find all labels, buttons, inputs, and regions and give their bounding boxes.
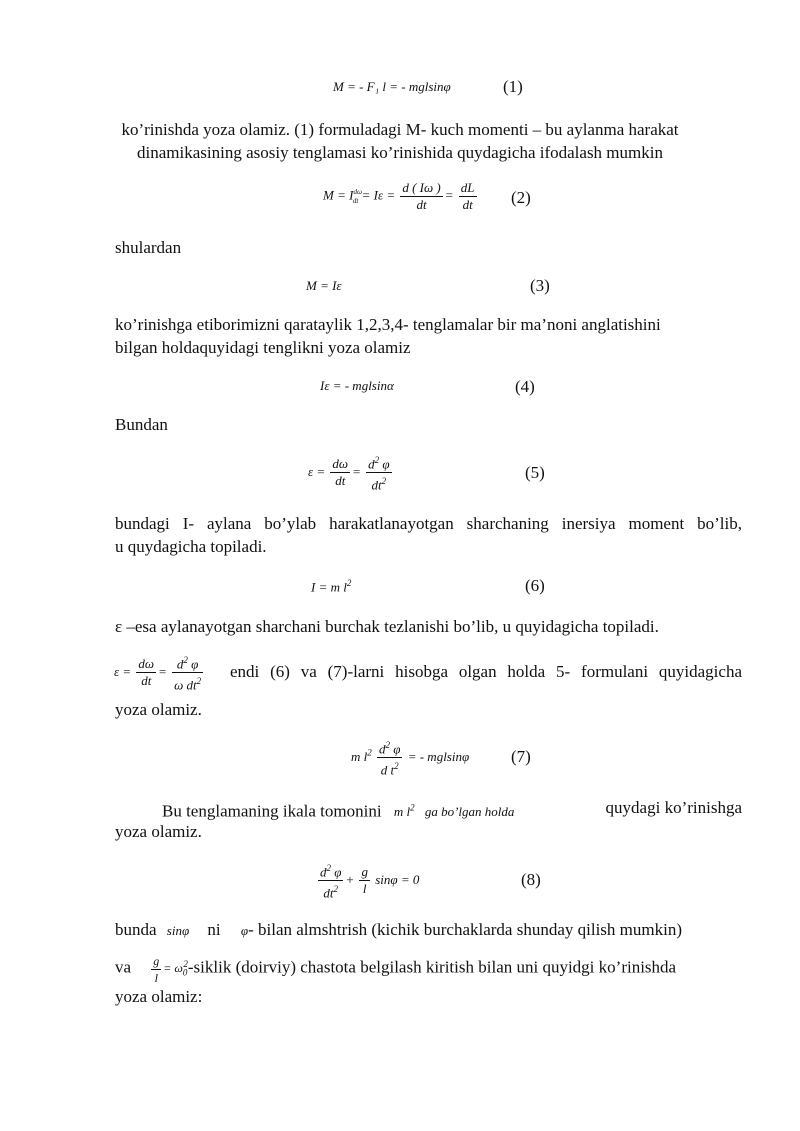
equation-7-number: (7)	[511, 747, 531, 766]
equation-2-lhs: M = I	[323, 187, 354, 203]
equation-2-fraction-2	[459, 180, 477, 213]
equation-2-fraction-2-num: dL	[460, 180, 475, 195]
paragraph-2: shulardan	[115, 238, 182, 257]
equation-5-fraction-1-den: dt	[335, 473, 346, 489]
equation-1-number: (1)	[503, 77, 523, 96]
inline-formula-epsilon: ε = $\frac{d\omega}{dt}$ = $\frac{d^2 \varphi}{\omega dt^2}$	[114, 652, 205, 694]
equation-7-fraction: $\frac{d^2 \varphi}{d t^2}$	[377, 737, 402, 779]
paragraph-1-line-2: dinamikasining asosiy tenglamasi ko’rinishida quydagicha ifodalash mumkin	[137, 143, 663, 162]
equation-6: I = m $l^2$	[311, 578, 352, 595]
equation-2-number: (2)	[511, 188, 531, 207]
equation-6-number: (6)	[525, 576, 545, 595]
paragraph-9-line-1: bunda sinφ ni φ- bilan almshtrish (kichik burchaklarda shunday qilish mumkin)	[115, 920, 682, 939]
paragraph-4: Bundan	[115, 415, 168, 434]
paragraph-8-line-2: yoza olamiz.	[115, 822, 202, 841]
equation-8-fraction-1: $\frac{d^2 \varphi}{dt^2}$	[318, 860, 343, 902]
equation-5: ε = $\frac{d\omega}{dt}$ = $\frac{d^2 \varphi}{dt^2}$	[308, 452, 394, 494]
paragraph-3-line-1: ko’rinishga etiborimizni qarataylik 1,2,3,4- tenglamalar bir ma’noni anglatishini	[115, 315, 661, 334]
paragraph-7-line-1: endi (6) va (7)-larni hisobga olgan holda 5- formulani quyidagicha	[230, 662, 742, 681]
paragraph-9-line-2: va $\frac{g}{l}$ = $\omega_0^2$-siklik (doirviy) chastota belgilash kiritish bilan uni quyidgi ko’rinishda	[115, 954, 677, 985]
paragraph-5-line-1: bundagi I- aylana bo’ylab harakatlanayotgan sharchaning inersiya moment bo’lib,	[115, 514, 742, 533]
equation-8: $\frac{d^2 \varphi}{dt^2}$ + $\frac{g}{l}$ sinφ = 0	[316, 860, 419, 902]
equation-4: Iε = - mglsinα	[320, 378, 394, 393]
paragraph-1-line-1: ko’rinishda yoza olamiz. (1) formuladagi M- kuch momenti – bu aylanma harakat	[121, 120, 679, 139]
equation-5-fraction-2-den: $dt^2$	[371, 476, 387, 493]
equation-4-number: (4)	[515, 377, 535, 396]
inline-omega-formula: $\frac{g}{l}$ = $\omega_0^2$	[153, 954, 188, 985]
paragraph-8-line-1: Bu tenglamaning ikala tomonini m $l^2$ ga bo’lgan holda quydagi ko’rinishga	[162, 798, 742, 821]
equation-5-number: (5)	[525, 463, 545, 482]
equation-5-fraction-1	[330, 456, 350, 489]
paragraph-8-inline-2: ga bo’lgan holda	[424, 804, 515, 820]
equation-5-lhs: ε =	[308, 463, 326, 479]
inline-fraction-2: $\frac{d^2 \varphi}{\omega dt^2}$	[172, 652, 203, 694]
equation-2-fraction-1-den: dt	[416, 197, 427, 212]
inline-fraction-1: $\frac{d\omega}{dt}$	[138, 656, 155, 689]
equation-2-fraction-2-den: dt	[462, 197, 473, 212]
paragraph-8-end: quydagi ko’rinishga	[605, 798, 742, 817]
equation-5-fraction-1-num: dω	[332, 456, 349, 472]
equation-3-number: (3)	[530, 276, 550, 295]
equation-2-fraction-1-num: d ( Iω )	[402, 180, 441, 195]
equation-2-mid: = Iε =	[361, 187, 396, 203]
equation-7: m $l^2$ $\frac{d^2 \varphi}{d t^2}$ = - mglsinφ	[351, 737, 469, 779]
paragraph-9-line-3: yoza olamiz:	[115, 987, 203, 1006]
equation-8-number: (8)	[521, 870, 541, 889]
equation-3: M = Iε	[306, 278, 342, 293]
paragraph-6: ε –esa aylanayotgan sharchani burchak tezlanishi bo’lib, u quyidagicha topiladi.	[115, 617, 659, 636]
paragraph-8-start: Bu tenglamaning ikala tomonini	[162, 801, 382, 821]
paragraph-5-line-2: u quydagicha topiladi.	[115, 537, 267, 556]
paragraph-7-line-2: yoza olamiz.	[115, 700, 202, 719]
equation-1: M = - F₁ l = - mglsinφ	[333, 79, 451, 94]
equation-5-fraction-2-num: $d^2$ φ	[366, 452, 391, 473]
equation-2-fraction-1	[400, 180, 442, 213]
equation-5-fraction-2	[366, 452, 391, 494]
equation-2: $M = I^{d\omega}_{dt} = I\varepsilon$ = $\frac{d ( I\omega )}{dt}$ = $\frac{dL}{dt}$	[323, 180, 475, 212]
paragraph-3-line-2: bilgan holdaquyidagi tenglikni yoza olamiz	[115, 338, 411, 357]
equation-8-fraction-2: $\frac{g}{l}$	[361, 864, 368, 897]
